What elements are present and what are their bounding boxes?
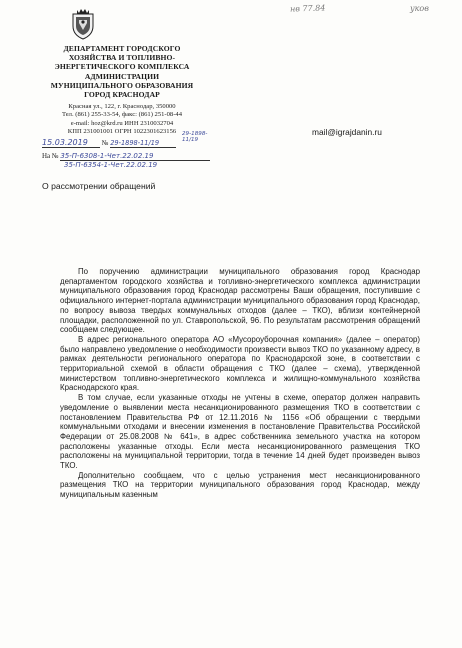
org-line: ХОЗЯЙСТВА И ТОПЛИВНО-	[68, 53, 176, 63]
body-paragraph: В адрес регионального оператора АО «Мусороуборочная компания» (далее – оператор) было направлено уведомление о необходимости произвести вывоз ТКО по указанному адресу, в рамках деятельности регионального оператора по Краснодарской зоне, в соответствии с территориальной схемой в области обращения с ТКО (далее – схема), утвержденной министерством топливно-энергетического комплекса и жилищно-коммунального хозяйства Краснодарского края.	[60, 334, 420, 393]
registration-stamp: 29-1898-11/19	[182, 131, 208, 143]
registration-no-label: №	[101, 139, 109, 147]
handwritten-note-right: уков	[410, 4, 429, 13]
org-line: ДЕПАРТАМЕНТ ГОРОДСКОГО	[63, 44, 181, 53]
org-line: МУНИЦИПАЛЬНОГО ОБРАЗОВАНИЯ	[50, 80, 194, 90]
body-paragraph: В том случае, если указанные отходы не учтены в схеме, оператор должен направить уведомление о выявлении места несанкционированного размещения ТКО в соответствии с постановлением Правительства РФ от 12.11.2016 № 1156 «Об обращении с твердыми коммунальными отходами и внесении изменения в постановление Правительства Российской Федерации от 25.08.2008 № 641», в адрес собственника земельного участка на котором расположены указанные отходы. Если места несанкционированного размещения ТКО расположены на муниципальной территории, тогда в течение 14 дней будет произведен вывоз ТКО.	[60, 393, 420, 471]
registration-date: 15.03.2019	[42, 138, 100, 148]
department-header	[42, 44, 202, 99]
body-paragraph: Дополнительно сообщаем, что с целью устранения мест несанкционированного размещения ТКО на территории муниципального образования город Краснодар, между муниципальным казенным	[60, 470, 420, 500]
org-line: АДМИНИСТРАЦИИ	[84, 71, 160, 81]
org-line: ГОРОД КРАСНОДАР	[84, 90, 160, 100]
address-line: Красная ул., 122, г. Краснодар, 350000	[68, 103, 176, 110]
reference-number-1: 35-П-6308-1-Чет.22.02.19	[60, 152, 210, 161]
body-paragraph: По поручению администрации муниципального образования город Краснодар департаментом городского хозяйства и топливно-энергетического комплекса администрации муниципального образования город Краснодар рассмотрены Ваши обращения, поступившие с официального интернет-портала администрации муниципального образования город Краснодар, по вопросу вывоза твердых коммунальных отходов (далее – ТКО), вблизи контейнерной площадки, расположенной по ул. Ставропольской, 96. По результатам рассмотрения обращений сообщаем следующее.	[60, 267, 420, 335]
coat-of-arms-icon	[70, 8, 96, 40]
letter-body	[60, 267, 420, 500]
email-inn-line: e-mail: hoz@krd.ru ИНН 2310032704	[70, 119, 174, 127]
reference-label: На №	[42, 152, 59, 160]
reference-number-row	[42, 152, 242, 174]
recipient-email: mail@igrajdanin.ru	[312, 127, 382, 137]
org-line: ЭНЕРГЕТИЧЕСКОГО КОМПЛЕКСА	[54, 62, 190, 72]
phone-line: Тел. (861) 255-33-54, факс: (861) 251-08-44	[61, 111, 183, 119]
reference-number-2: 35-П-6354-1-Чет.22.02.19	[64, 161, 158, 169]
handwritten-note-left: нв 77.84	[289, 3, 326, 14]
letter-subject: О рассмотрении обращений	[42, 181, 156, 191]
kpp-ogrn-line: КПП 231001001 ОГРН 1022301623156	[67, 128, 177, 136]
registration-number: 29-1898-11/19	[110, 139, 176, 148]
department-contacts	[40, 103, 204, 137]
